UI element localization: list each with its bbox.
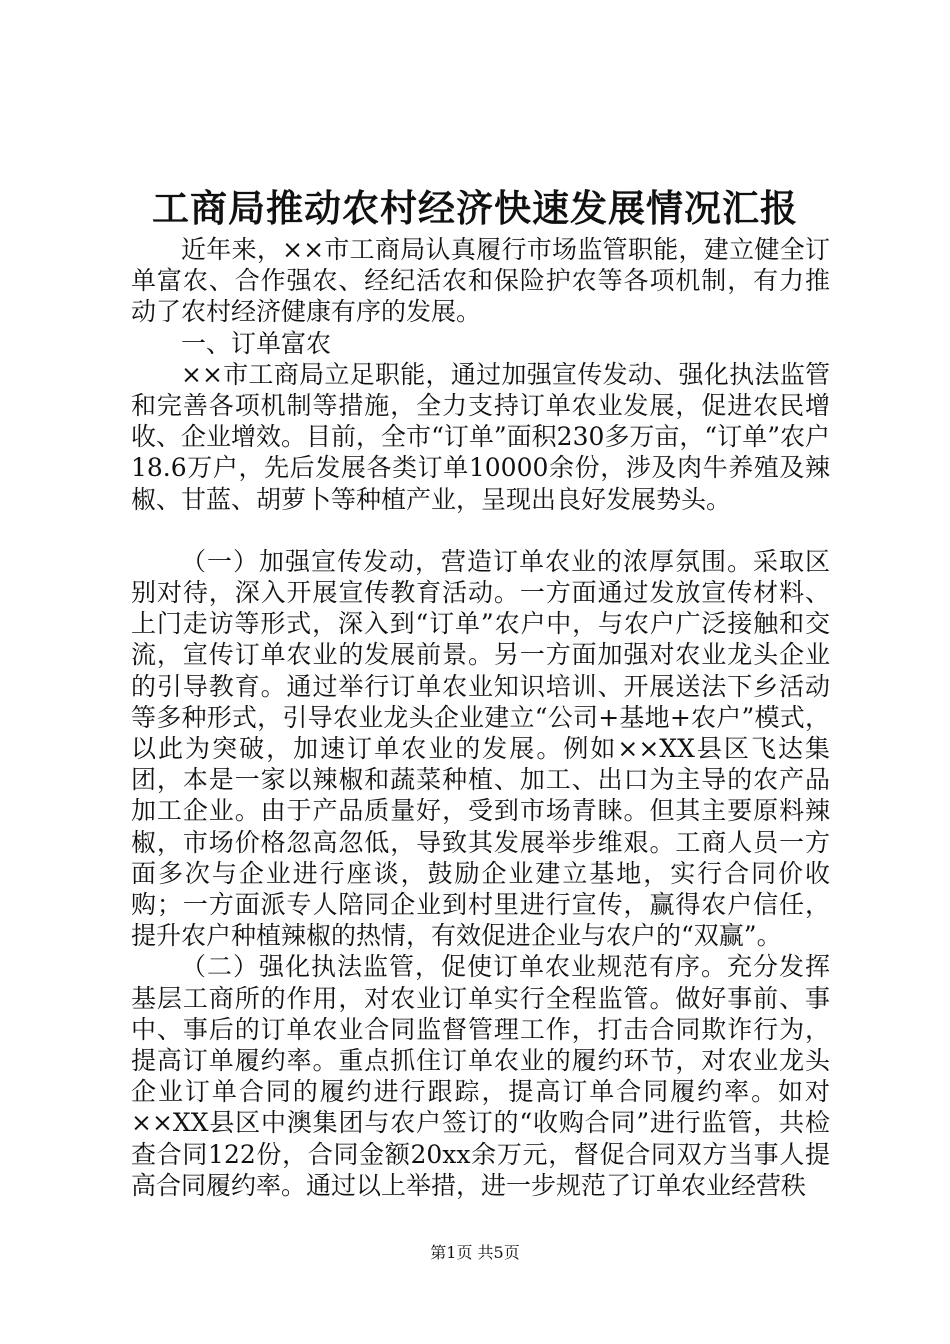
paragraph-subsection-2: （二）强化执法监管，促使订单农业规范有序。充分发挥基层工商所的作用，对农业订单实行全程监管。做好事前、事中、事后的订单农业合同监督管理工作，打击合同欺诈行为，提高订单履约率。重点抓住订单农业的履约环节，对农业龙头企业订单合同的履约进行跟踪，提高订单合同履约率。如对××XX县区中澳集团与农户签订的“收购合同”进行监管，共检查合同122份，合同金额20xx余万元，督促合同双方当事人提高合同履约率。通过以上举措，进一步规范了订单农业经营秩 xyxy=(131,952,830,1200)
page-footer: 第1页 共5页 xyxy=(430,1243,520,1262)
document-title: 工商局推动农村经济快速发展情况汇报 xyxy=(152,186,798,230)
paragraph-subsection-1: （一）加强宣传发动，营造订单农业的浓厚氛围。采取区别对待，深入开展宣传教育活动。一方面通过发放宣传材料、上门走访等形式，深入到“订单”农户中，与农户广泛接触和交流，宣传订单农业的发展前景。另一方面加强对农业龙头企业的引导教育。通过举行订单农业知识培训、开展送法下乡活动等多种形式，引导农业龙头企业建立“公司+基地+农户”模式，以此为突破，加速订单农业的发展。例如××XX县区飞达集团，本是一家以辣椒和蔬菜种植、加工、出口为主导的农产品加工企业。由于产品质量好，受到市场青睐。但其主要原料辣椒，市场价格忽高忽低，导致其发展举步维艰。工商人员一方面多次与企业进行座谈，鼓励企业建立基地，实行合同价收购；一方面派专人陪同企业到村里进行宣传，赢得农户信任，提升农户种植辣椒的热情，有效促进企业与农户的“双赢”。 xyxy=(131,546,830,951)
paragraph-section-1-summary: ××市工商局立足职能，通过加强宣传发动、强化执法监管和完善各项机制等措施，全力支持订单农业发展，促进农民增收、企业增效。目前，全市“订单”面积230多万亩，“订单”农户18.6万户，先后发展各类订单10000余份，涉及肉牛养殖及辣椒、甘蓝、胡萝卜等种植产业，呈现出良好发展势头。 xyxy=(131,359,830,514)
document-body xyxy=(131,234,830,1201)
section-heading-1: 一、订单富农 xyxy=(181,328,332,358)
paragraph-intro: 近年来，××市工商局认真履行市场监管职能，建立健全订单富农、合作强农、经纪活农和保险护农等各项机制，有力推动了农村经济健康有序的发展。 xyxy=(131,235,830,327)
